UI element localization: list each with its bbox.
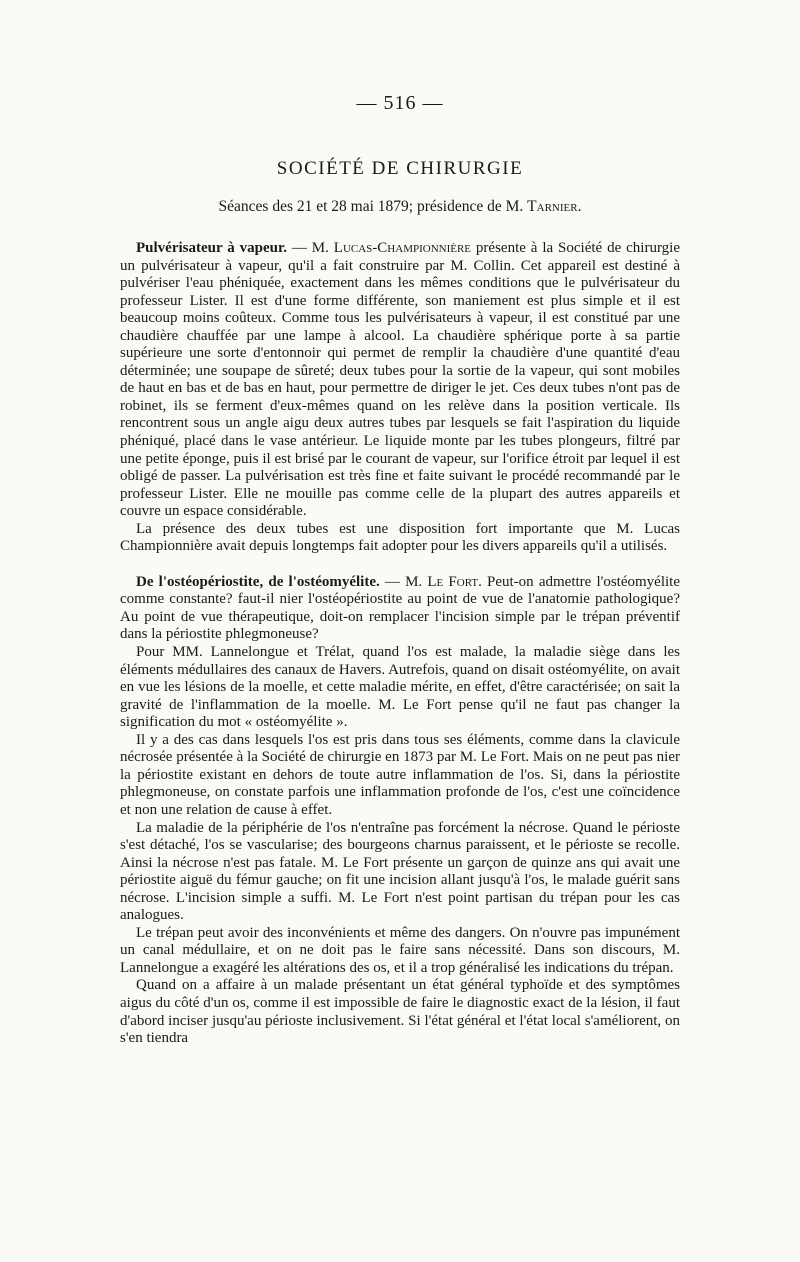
president-name: Tarnier. xyxy=(527,198,582,215)
section-2-paragraph-2: Pour MM. Lannelongue et Trélat, quand l'os est malade, la maladie siège dans les éléments médullaires des canaux de Havers. Autrefois, quand on disait ostéomyélite, on avait en vue les lésions de la moelle, et cette maladie mérite, en effet, d'être caractérisée; on sait la gravité de l'inflammation de la moelle. M. Le Fort pense qu'il ne faut pas changer la signification du mot « ostéomyélite ». xyxy=(120,644,680,731)
section-2-text-1: . Peut-on admettre l'ostéomyélite comme constante? faut-il nier l'ostéopériostite au point de vue de l'anatomie pathologique? Au point de vue thérapeutique, doit-on remplacer l'incision simple par le trépan préventif dans la périostite phlegmoneuse? xyxy=(120,573,680,643)
article-body xyxy=(120,240,680,1048)
sessions-text: Séances des 21 et 28 mai 1879; présidence de M. xyxy=(218,198,524,215)
section-1-author: Lucas-Championnière xyxy=(333,240,472,256)
section-1-dash: — M. xyxy=(287,240,334,256)
page-title: SOCIÉTÉ DE CHIRURGIE xyxy=(276,158,524,179)
sessions-line xyxy=(0,198,800,216)
section-2-heading: De l'ostéopériostite, de l'ostéomyélite. xyxy=(136,573,380,590)
section-2-paragraph-5: Le trépan peut avoir des inconvénients et même des dangers. On n'ouvre pas impunément un canal médullaire, et on ne doit pas le faire sans nécessité. Dans son discours, M. Lannelongue a exagéré les altérations des os, et il a trop généralisé les indications du trépan. xyxy=(120,924,680,976)
section-2-paragraph-6: Quand on a affaire à un malade présentant un état général typhoïde et des symptômes aigus du côté d'un os, comme il est impossible de faire le diagnostic exact de la lésion, il faut d'abord inciser jusqu'au périoste inclusivement. Si l'état général et l'état local s'améliorent, on s'en tiendra xyxy=(120,977,680,1047)
section-2-paragraph-1 xyxy=(120,574,680,644)
section-1-paragraph-2: La présence des deux tubes est une disposition fort importante que M. Lucas Championnière avait depuis longtemps fait adopter pour les divers appareils qu'il a utilisés. xyxy=(120,520,680,555)
section-1-heading: Pulvérisateur à vapeur. xyxy=(136,240,288,256)
section-2-paragraph-4: La maladie de la périphérie de l'os n'entraîne pas forcément la nécrose. Quand le périoste s'est détaché, l'os se vascularise; des bourgeons charnus paraissent, et le périoste se recolle. Ainsi la nécrose n'est pas fatale. M. Le Fort présente un garçon de quinze ans qui avait une périostite aiguë du fémur gauche; on fit une incision allant jusqu'à l'os, le malade guérit sans nécrose. L'incision simple a suffi. M. Le Fort n'est point partisan du trépan pour les cas analogues. xyxy=(120,819,680,924)
section-1-text-1: présente à la Société de chirurgie un pulvérisateur à vapeur, qu'il a fait construire par M. Collin. Cet appareil est destiné à pulvériser l'eau phéniquée, exactement dans les mêmes conditions que le pulvérisateur du professeur Lister. Il est d'une forme différente, son maniement est plus simple et il est beaucoup moins coûteux. Comme tous les pulvérisateurs à vapeur, il est constitué par une chaudière chauffée par une lampe à alcool. La chaudière sphérique porte à sa partie supérieure une sorte d'entonnoir qui permet de remplir la chaudière d'une quantité d'eau déterminée; une soupape de sûreté; deux tubes pour la sortie de la vapeur, qui sont mobiles de haut en bas et de bas en haut, pour permettre de diriger le jet. Ces deux tubes n'ont pas de robinet, ils se ferment d'eux-mêmes quand on les relève dans la position verticale. Ils rencontrent sous un angle aigu deux autres tubes par lesquels se fait l'aspiration du liquide phéniqué, placé dans le vase antérieur. Le liquide monte par les tubes plongeurs, filtré par une petite éponge, puis il est brisé par le courant de vapeur, sur l'orifice étroit par lequel il est obligé de passer. La pulvérisation est très fine et faite suivant le procédé recommandé par le professeur Lister. Elle ne mouille pas comme celle de la plupart des autres appareils et couvre un espace considérable. xyxy=(120,240,681,520)
section-2-dash: — M. xyxy=(379,573,428,590)
section-2-author: Le Fort xyxy=(427,573,479,590)
section-1-paragraph-1 xyxy=(120,240,680,521)
page-number: — 516 — xyxy=(356,92,444,114)
section-2-paragraph-3: Il y a des cas dans lesquels l'os est pris dans tous ses éléments, comme dans la clavicule nécrosée présentée à la Société de chirurgie en 1873 par M. Le Fort. Mais on ne peut pas nier la périostite existant en dehors de toute autre inflammation de l'os. Si, dans la périostite phlegmoneuse, on constate parfois une inflammation profonde de l'os, c'est une coïncidence et non une relation de cause à effet. xyxy=(120,731,680,818)
